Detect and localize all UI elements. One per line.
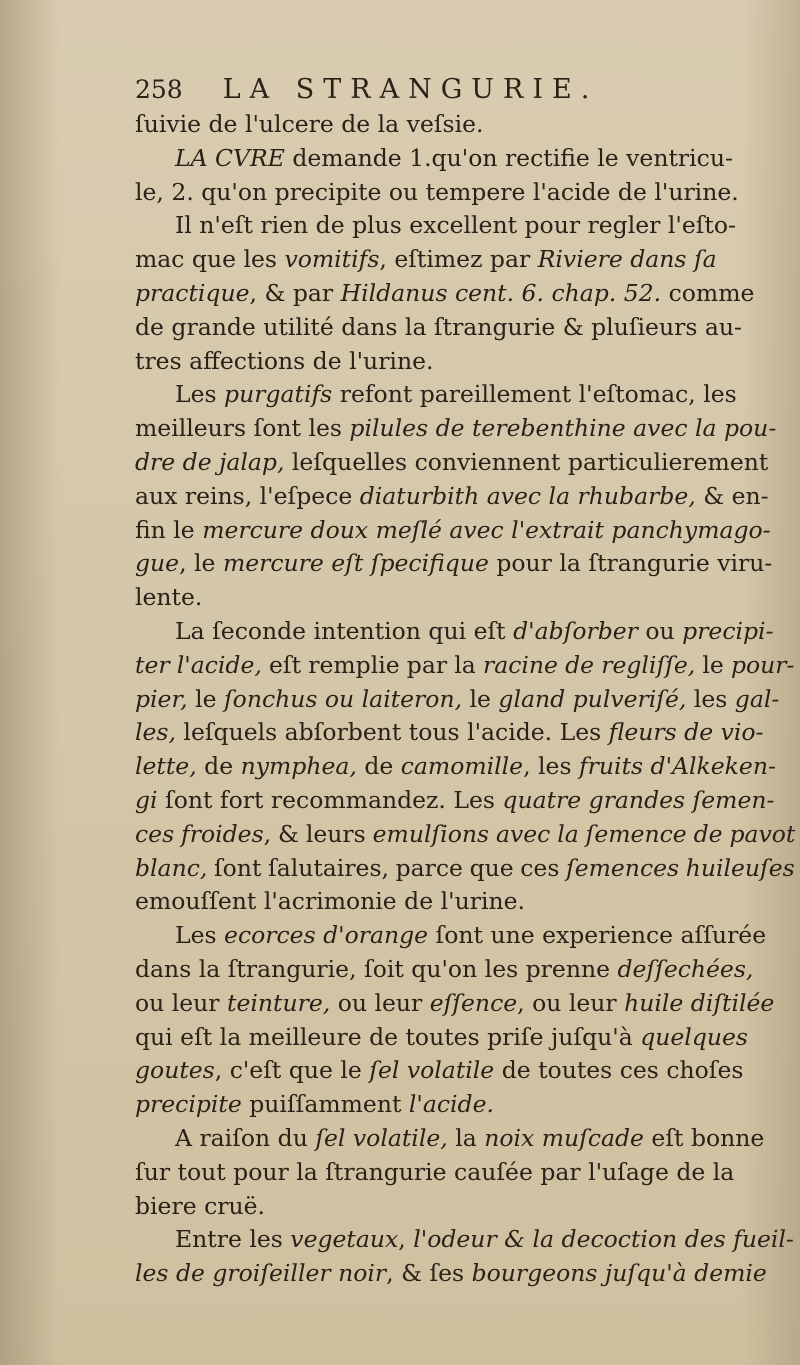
- text-segment: leſquels abſorbent tous l'acide. Les: [175, 718, 609, 747]
- text-segment: ſuivie de l'ulcere de la veſsie.: [135, 110, 484, 138]
- italic-text: ſemences huileuſes: [566, 853, 795, 882]
- italic-text: vegetaux: [290, 1225, 399, 1254]
- text-line: [135, 1223, 795, 1257]
- italic-text: fleurs de vio-: [608, 718, 764, 747]
- italic-text: d'abſorber: [513, 616, 638, 645]
- text-segment: mac que les: [135, 245, 285, 274]
- italic-text: blanc,: [135, 853, 208, 882]
- text-line: [135, 852, 795, 886]
- text-segment: Les: [175, 921, 225, 950]
- italic-text: ecorces d'orange: [224, 921, 429, 950]
- text-line: [135, 1054, 795, 1088]
- italic-text: ces froides: [135, 819, 264, 848]
- italic-text: deſſechées,: [617, 954, 754, 983]
- italic-text: dre de jalap,: [135, 447, 285, 476]
- text-line: [135, 277, 795, 311]
- text-segment: ſont fort recommandez. Les: [157, 785, 503, 814]
- italic-text: precipite: [135, 1090, 242, 1119]
- text-segment: le: [462, 684, 499, 713]
- text-segment: ſont ſalutaires, parce que ces: [207, 853, 567, 882]
- text-segment: dans la ſtrangurie, ſoit qu'on les prenne: [135, 954, 618, 983]
- text-segment: ſont une experience aſſurée: [428, 921, 767, 950]
- italic-text: quelques: [640, 1022, 748, 1051]
- text-segment: Les: [175, 380, 225, 409]
- italic-text: bourgeons juſqu'à demie: [471, 1259, 767, 1288]
- text-segment: le: [695, 650, 731, 679]
- italic-text: fruits d'Alkeken-: [578, 752, 776, 781]
- text-segment: ou leur: [330, 988, 430, 1017]
- text-line: [135, 514, 795, 548]
- italic-text: eſſence: [429, 988, 518, 1017]
- italic-text: emulſions avec la ſemence de pavot: [372, 819, 796, 848]
- text-line: [135, 480, 795, 514]
- italic-text: purgatifs: [224, 380, 333, 409]
- text-segment: ,: [398, 1225, 414, 1254]
- text-line: [135, 1122, 795, 1156]
- body-text: [135, 108, 795, 1291]
- text-segment: A raiſon du: [175, 1123, 316, 1152]
- text-line: [135, 987, 795, 1021]
- italic-text: mercure eſt ſpecifique: [222, 549, 489, 578]
- italic-text: noix muſcade: [484, 1123, 644, 1152]
- text-line: [135, 311, 795, 345]
- italic-text: l'acide.: [408, 1090, 494, 1119]
- italic-text: goutes: [135, 1056, 215, 1085]
- text-segment: biere cruë.: [135, 1191, 265, 1220]
- italic-text: gal-: [734, 684, 780, 713]
- italic-text: ſonchus ou laiteron,: [223, 684, 463, 713]
- text-segment: pour la ſtrangurie viru-: [488, 549, 773, 578]
- text-segment: le: [187, 684, 224, 713]
- italic-text: practique: [135, 278, 250, 307]
- italic-text: LA CVRE: [175, 143, 285, 172]
- italic-text: camomille: [400, 752, 524, 781]
- text-segment: Il n'eſt rien de plus excellent pour regler l'eſto-: [175, 211, 736, 240]
- text-segment: de toutes ces choſes: [494, 1056, 744, 1085]
- italic-text: les de groiſeiller noir: [135, 1259, 387, 1288]
- page-header: [135, 74, 695, 110]
- italic-text: Hildanus cent. 6. chap. 52.: [340, 278, 662, 307]
- running-title: LA STRANGURIE.: [222, 74, 599, 105]
- text-segment: de grande utilité dans la ſtrangurie & pluſieurs au-: [135, 312, 742, 341]
- italic-text: l'odeur & la decoction des fueil-: [413, 1225, 794, 1254]
- italic-text: gi: [135, 785, 158, 814]
- text-line: [135, 1156, 795, 1190]
- italic-text: pilules de terebenthine avec la pou-: [349, 414, 777, 443]
- italic-text: ter l'acide,: [135, 650, 262, 679]
- italic-text: racine de regliſſe,: [482, 650, 696, 679]
- text-segment: ſur tout pour la ſtrangurie cauſée par l'uſage de la: [135, 1157, 735, 1186]
- italic-text: gue: [135, 549, 180, 578]
- text-line: [135, 784, 795, 818]
- text-line: [135, 243, 795, 277]
- text-line: [135, 446, 795, 480]
- text-line: [135, 953, 795, 987]
- italic-text: ſel volatile: [369, 1056, 495, 1085]
- italic-text: nymphea,: [240, 752, 357, 781]
- text-segment: fin le: [135, 515, 203, 544]
- italic-text: huile diſtilée: [624, 988, 775, 1017]
- text-segment: La ſeconde intention qui eſt: [175, 616, 514, 645]
- italic-text: mercure doux meſlé avec l'extrait panchymago-: [202, 515, 771, 544]
- text-line: [135, 818, 795, 852]
- text-line: [135, 615, 795, 649]
- text-segment: eſt bonne: [643, 1123, 765, 1152]
- italic-text: gland pulveriſé,: [498, 684, 687, 713]
- text-segment: les: [686, 684, 735, 713]
- text-line: [135, 142, 795, 176]
- text-segment: & en-: [695, 481, 769, 510]
- text-line: [135, 209, 795, 243]
- text-line: [135, 108, 795, 142]
- page-number: 258: [135, 75, 183, 104]
- text-segment: , & ſes: [386, 1259, 472, 1288]
- text-line: [135, 412, 795, 446]
- text-segment: meilleurs ſont les: [135, 414, 350, 443]
- text-line: [135, 649, 795, 683]
- text-segment: emouſſent l'acrimonie de l'urine.: [135, 887, 525, 916]
- text-segment: Entre les: [175, 1225, 291, 1254]
- text-segment: ou leur: [135, 988, 228, 1017]
- italic-text: vomitifs: [284, 245, 380, 274]
- text-segment: la: [447, 1123, 485, 1152]
- italic-text: les,: [135, 718, 176, 747]
- text-line: [135, 683, 795, 717]
- text-segment: eſt remplie par la: [261, 650, 483, 679]
- text-segment: aux reins, l'eſpece: [135, 481, 360, 510]
- text-segment: , eſtimez par: [379, 245, 538, 274]
- text-line: [135, 345, 795, 379]
- text-line: [135, 1021, 795, 1055]
- text-line: [135, 716, 795, 750]
- text-segment: de: [356, 752, 401, 781]
- text-segment: lente.: [135, 583, 203, 612]
- text-line: [135, 581, 795, 615]
- italic-text: quatre grandes ſemen-: [502, 785, 775, 814]
- text-segment: puiſſamment: [241, 1090, 409, 1119]
- text-segment: de: [196, 752, 241, 781]
- text-segment: qui eſt la meilleure de toutes priſe juſqu'à: [135, 1022, 641, 1051]
- text-line: [135, 176, 795, 210]
- italic-text: teinture,: [227, 988, 331, 1017]
- text-line: [135, 885, 795, 919]
- italic-text: ſel volatile,: [315, 1123, 448, 1152]
- text-segment: , le: [179, 549, 223, 578]
- italic-text: diaturbith avec la rhubarbe,: [359, 481, 696, 510]
- text-segment: , & par: [249, 278, 341, 307]
- text-segment: comme: [661, 278, 755, 307]
- text-line: [135, 1257, 795, 1291]
- text-segment: leſquelles conviennent particulierement: [284, 447, 769, 476]
- italic-text: pier,: [135, 684, 188, 713]
- italic-text: Riviere dans ſa: [537, 245, 717, 274]
- text-line: [135, 1190, 795, 1224]
- text-segment: ou: [637, 616, 683, 645]
- text-segment: refont pareillement l'eſtomac, les: [332, 380, 737, 409]
- text-segment: , ou leur: [517, 988, 625, 1017]
- italic-text: precipi-: [682, 616, 774, 645]
- text-segment: le, 2. qu'on precipite ou tempere l'acide de l'urine.: [135, 177, 739, 206]
- text-line: [135, 919, 795, 953]
- text-segment: demande 1.qu'on rectifie le ventricu-: [284, 143, 733, 172]
- text-line: [135, 1088, 795, 1122]
- text-segment: , c'eſt que le: [214, 1056, 370, 1085]
- text-line: [135, 750, 795, 784]
- italic-text: lette,: [135, 752, 197, 781]
- text-segment: , & leurs: [263, 819, 373, 848]
- text-segment: , les: [523, 752, 579, 781]
- italic-text: pour-: [730, 650, 795, 679]
- text-segment: tres affections de l'urine.: [135, 346, 434, 375]
- text-line: [135, 547, 795, 581]
- text-line: [135, 378, 795, 412]
